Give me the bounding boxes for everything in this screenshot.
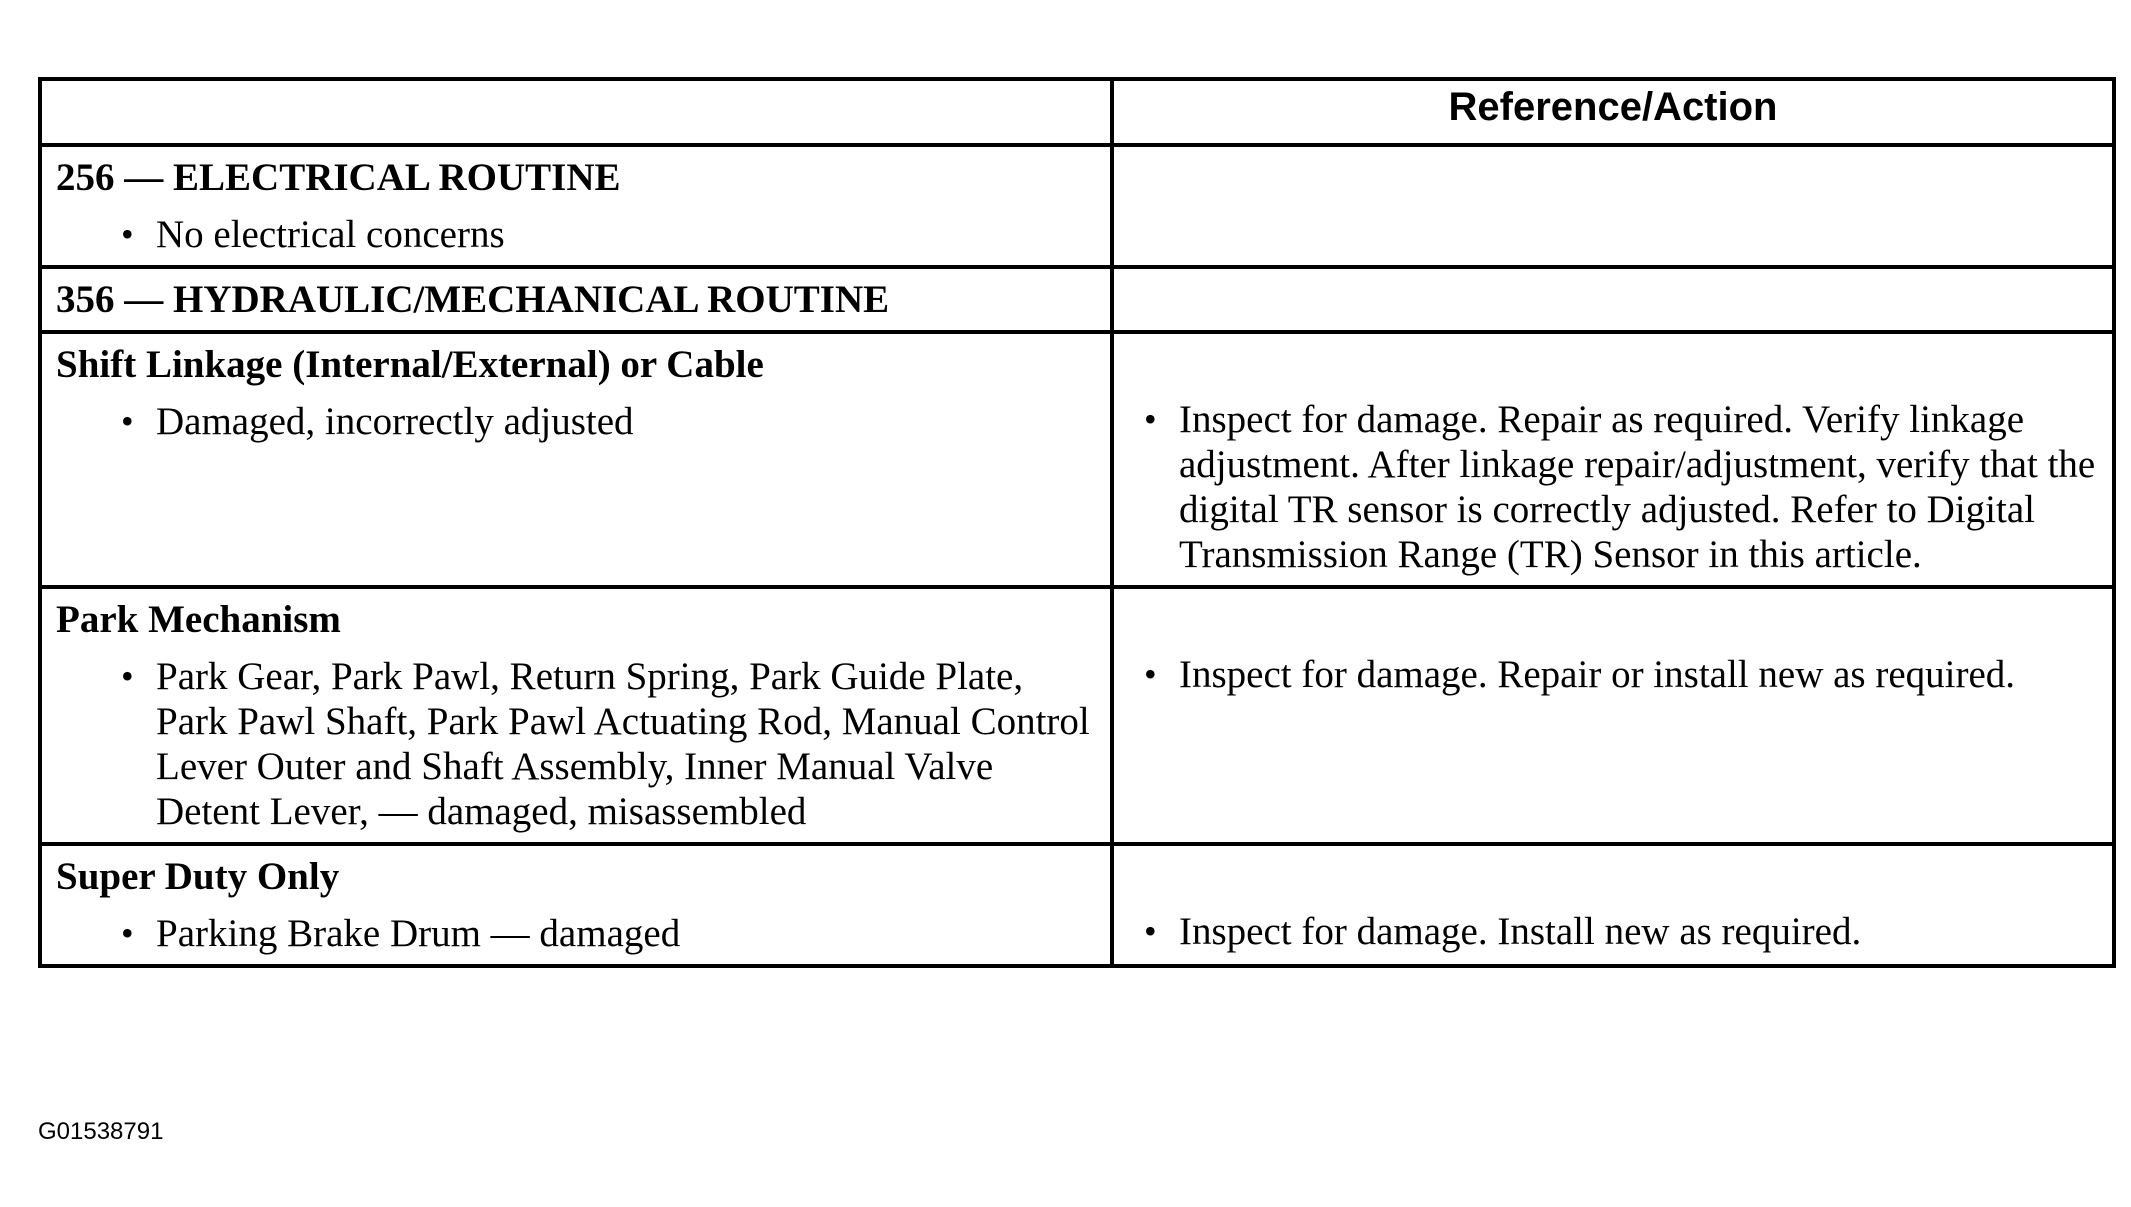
bullet-icon: •: [1144, 654, 1157, 694]
bullet-icon: •: [1144, 911, 1157, 951]
list-item: [56, 911, 1096, 956]
condition-cell: [40, 587, 1112, 844]
table-row: [40, 587, 2114, 844]
condition-cell: [40, 267, 1112, 332]
row-heading: 256 — ELECTRICAL ROUTINE: [56, 156, 621, 199]
table-row: [40, 844, 2114, 966]
bullet-icon: •: [1144, 399, 1157, 439]
row-heading: Shift Linkage (Internal/External) or Cable: [56, 343, 764, 386]
action-cell: [1112, 267, 2114, 332]
action-cell: [1112, 145, 2114, 267]
action-cell: [1112, 587, 2114, 844]
item-text: No electrical concerns: [156, 213, 505, 256]
list-item: [1128, 397, 2098, 577]
header-reference-action: Reference/Action: [1112, 79, 2114, 145]
bullet-icon: •: [121, 214, 134, 254]
item-text: Park Gear, Park Pawl, Return Spring, Park Guide Plate, Park Pawl Shaft, Park Pawl Actuating Rod, Manual Control Lever Outer and Shaft Assembly, Inner Manual Valve Detent Lever, — damaged, misassembled: [156, 655, 1090, 833]
row-heading: Super Duty Only: [56, 855, 340, 898]
header-left: [40, 79, 1112, 145]
condition-cell: [40, 145, 1112, 267]
list-item: [56, 654, 1096, 834]
list-item: [1128, 652, 2098, 697]
list-item: [1128, 909, 2098, 954]
diagnosis-table: [38, 77, 2116, 968]
action-cell: [1112, 844, 2114, 966]
item-text: Parking Brake Drum — damaged: [156, 912, 681, 955]
row-heading: 356 — HYDRAULIC/MECHANICAL ROUTINE: [56, 278, 890, 321]
row-heading: Park Mechanism: [56, 598, 341, 641]
figure-code: G01538791: [38, 1118, 164, 1145]
table-header-row: [40, 79, 2114, 145]
table-row: [40, 267, 2114, 332]
action-text: Inspect for damage. Install new as required.: [1179, 910, 1862, 953]
bullet-icon: •: [121, 401, 134, 441]
condition-cell: [40, 844, 1112, 966]
action-text: Inspect for damage. Repair or install new as required.: [1179, 653, 2016, 696]
action-cell: [1112, 332, 2114, 587]
action-text: Inspect for damage. Repair as required. Verify linkage adjustment. After linkage repair/adjustment, verify that the digital TR sensor is correctly adjusted. Refer to Digital Transmission Range (TR) Sensor in this article.: [1179, 398, 2096, 576]
list-item: [56, 399, 1096, 444]
item-text: Damaged, incorrectly adjusted: [156, 400, 634, 443]
bullet-icon: •: [121, 656, 134, 696]
bullet-icon: •: [121, 913, 134, 953]
condition-cell: [40, 332, 1112, 587]
table-row: [40, 145, 2114, 267]
list-item: [56, 212, 1096, 257]
table-row: [40, 332, 2114, 587]
